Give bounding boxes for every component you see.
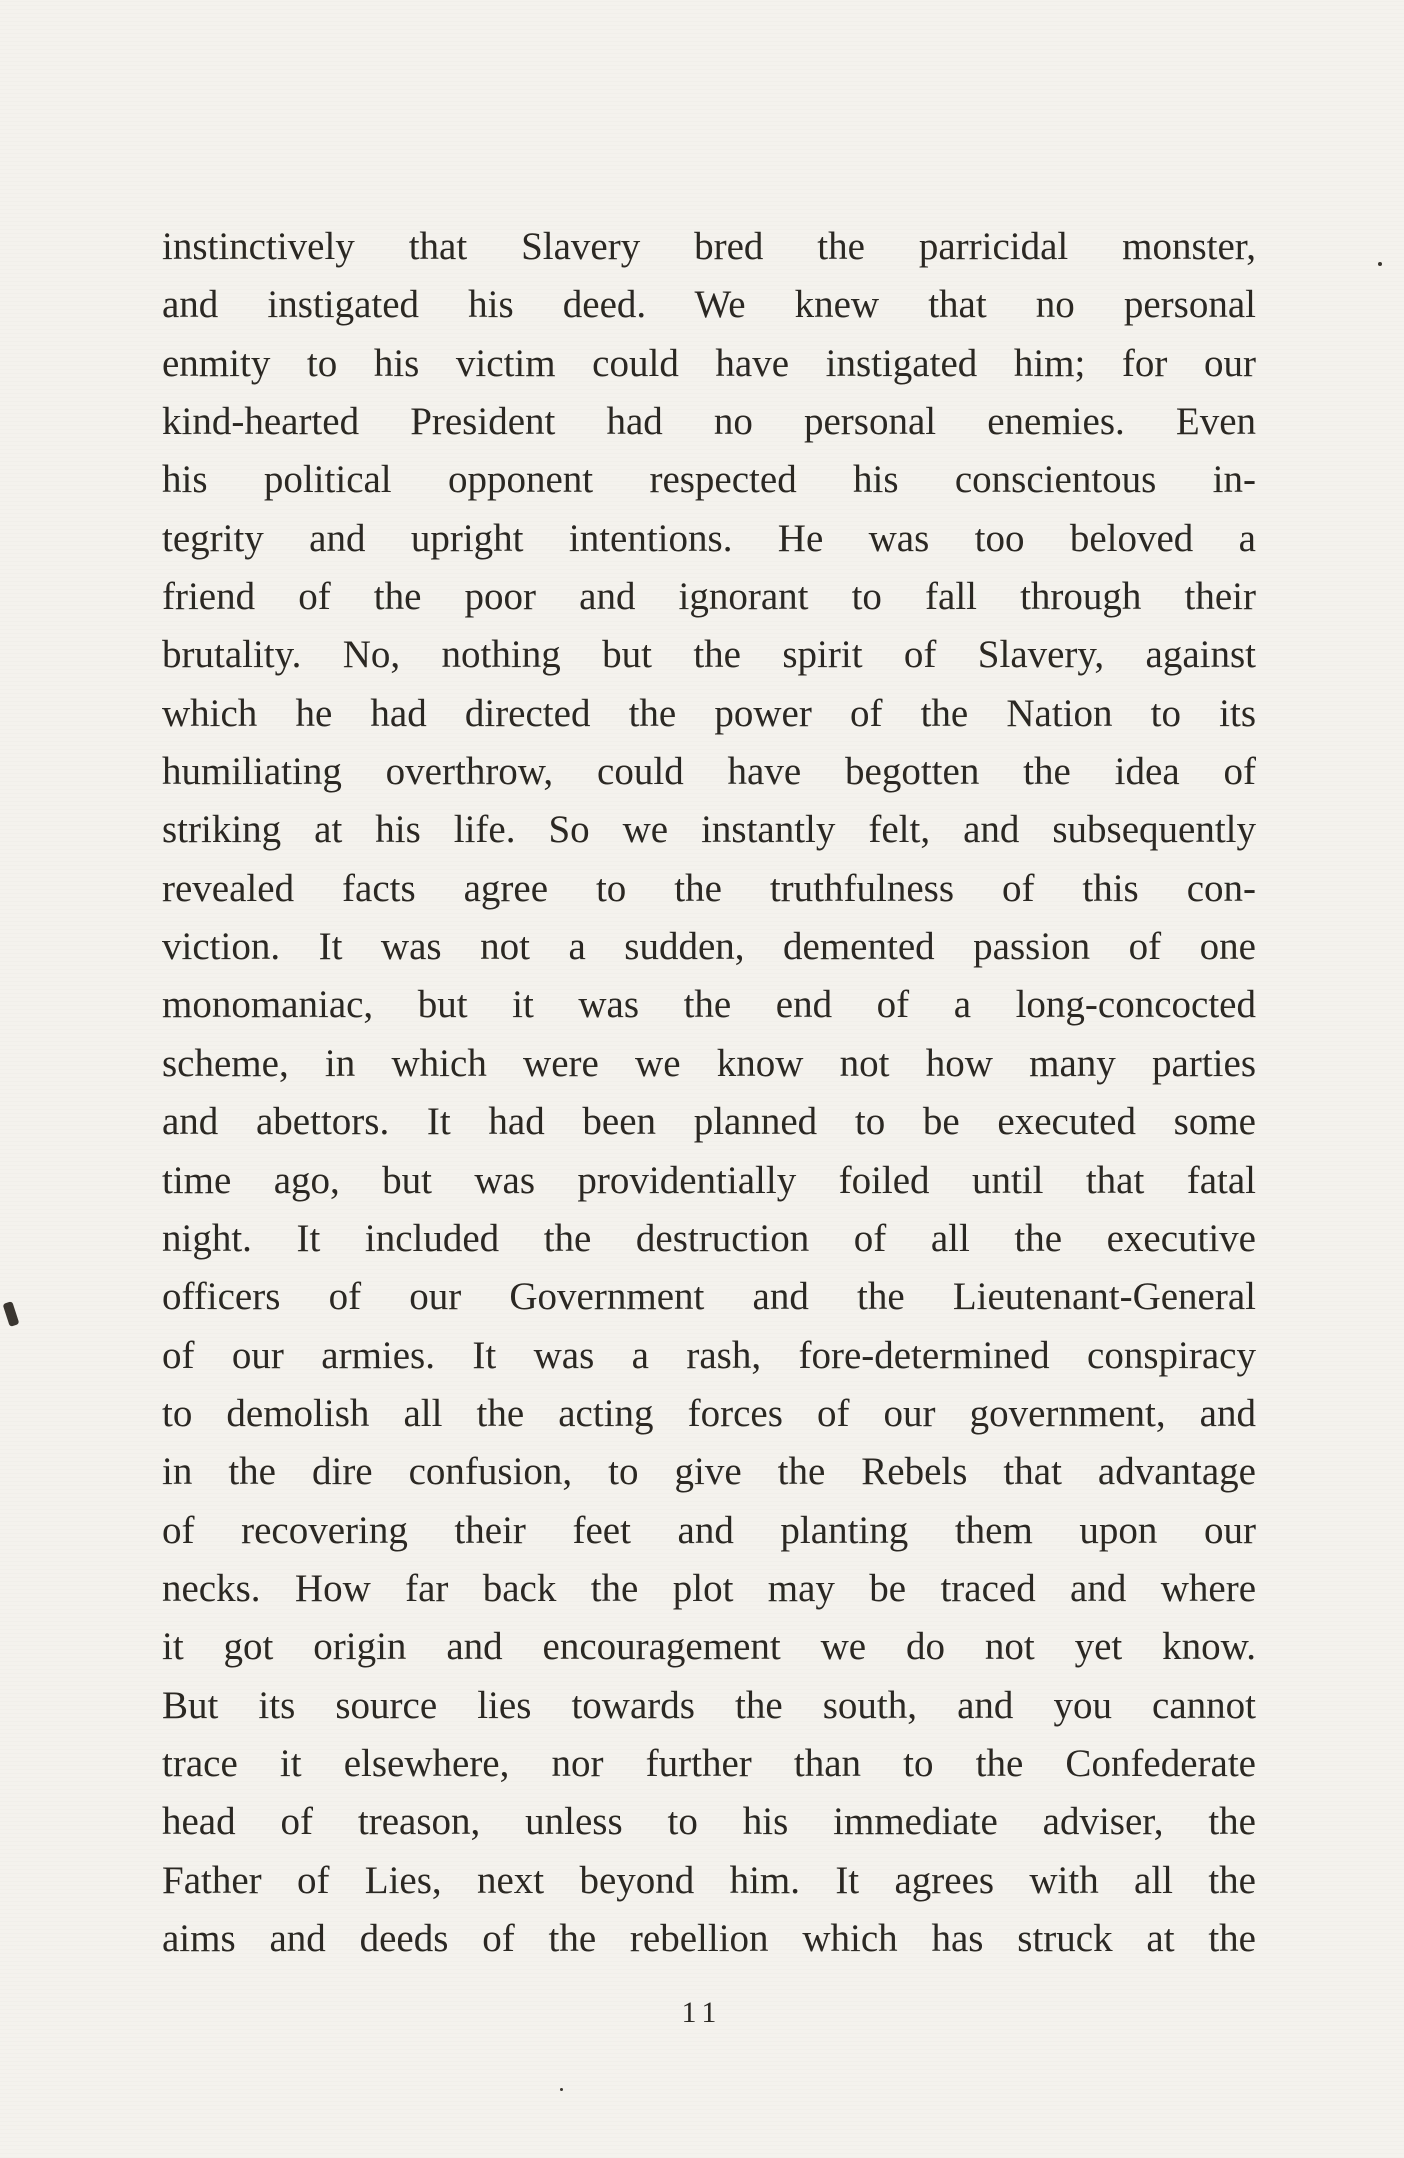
- text-line: necks. How far back the plot may be traced and where: [162, 1566, 1256, 1610]
- text-line: it got origin and encouragement we do not yet know.: [162, 1625, 1256, 1669]
- text-line: which he had directed the power of the Nation to its: [162, 691, 1256, 735]
- text-line: humiliating overthrow, could have begotten the idea of: [162, 750, 1256, 794]
- text-line: time ago, but was providentially foiled until that fatal: [162, 1158, 1256, 1202]
- text-line: striking at his life. So we instantly felt, and subsequently: [162, 808, 1256, 852]
- text-line: of our armies. It was a rash, fore-determined conspiracy: [162, 1333, 1256, 1377]
- text-line: friend of the poor and ignorant to fall through their: [162, 575, 1256, 619]
- page-number: 11: [681, 1996, 723, 2029]
- text-line: night. It included the destruction of all the executive: [162, 1216, 1256, 1260]
- text-line: scheme, in which were we know not how many parties: [162, 1041, 1256, 1085]
- text-line: of recovering their feet and planting them upon our: [162, 1508, 1256, 1552]
- text-line: enmity to his victim could have instigated him; for our: [162, 341, 1256, 385]
- text-line: revealed facts agree to the truthfulness of this con-: [162, 866, 1256, 910]
- text-line: and abettors. It had been planned to be executed some: [162, 1100, 1256, 1144]
- text-line: brutality. No, nothing but the spirit of Slavery, against: [162, 633, 1256, 677]
- text-line: viction. It was not a sudden, demented passion of one: [162, 925, 1256, 969]
- text-line: head of treason, unless to his immediate adviser, the: [162, 1800, 1256, 1844]
- text-line: monomaniac, but it was the end of a long-concocted: [162, 983, 1256, 1027]
- scan-speck: [560, 2088, 563, 2091]
- text-line: his political opponent respected his conscientous in-: [162, 458, 1256, 502]
- text-line: to demolish all the acting forces of our government, and: [162, 1391, 1256, 1435]
- text-line: in the dire confusion, to give the Rebels that advantage: [162, 1450, 1256, 1494]
- text-line: and instigated his deed. We knew that no personal: [162, 283, 1256, 327]
- text-line: instinctively that Slavery bred the parricidal monster,: [162, 225, 1256, 268]
- scan-speck: [3, 1301, 20, 1327]
- text-line: kind-hearted President had no personal enemies. Even: [162, 400, 1256, 444]
- text-line: officers of our Government and the Lieutenant-General: [162, 1275, 1256, 1319]
- text-line: Father of Lies, next beyond him. It agrees with all the: [162, 1858, 1256, 1902]
- text-line: tegrity and upright intentions. He was too beloved a: [162, 516, 1256, 560]
- text-line: But its source lies towards the south, and you cannot: [162, 1683, 1256, 1727]
- scan-speck: [1378, 262, 1382, 266]
- body-text: [162, 218, 1256, 1968]
- text-line: trace it elsewhere, nor further than to the Confederate: [162, 1741, 1256, 1785]
- text-line: aims and deeds of the rebellion which has struck at the: [162, 1916, 1256, 1960]
